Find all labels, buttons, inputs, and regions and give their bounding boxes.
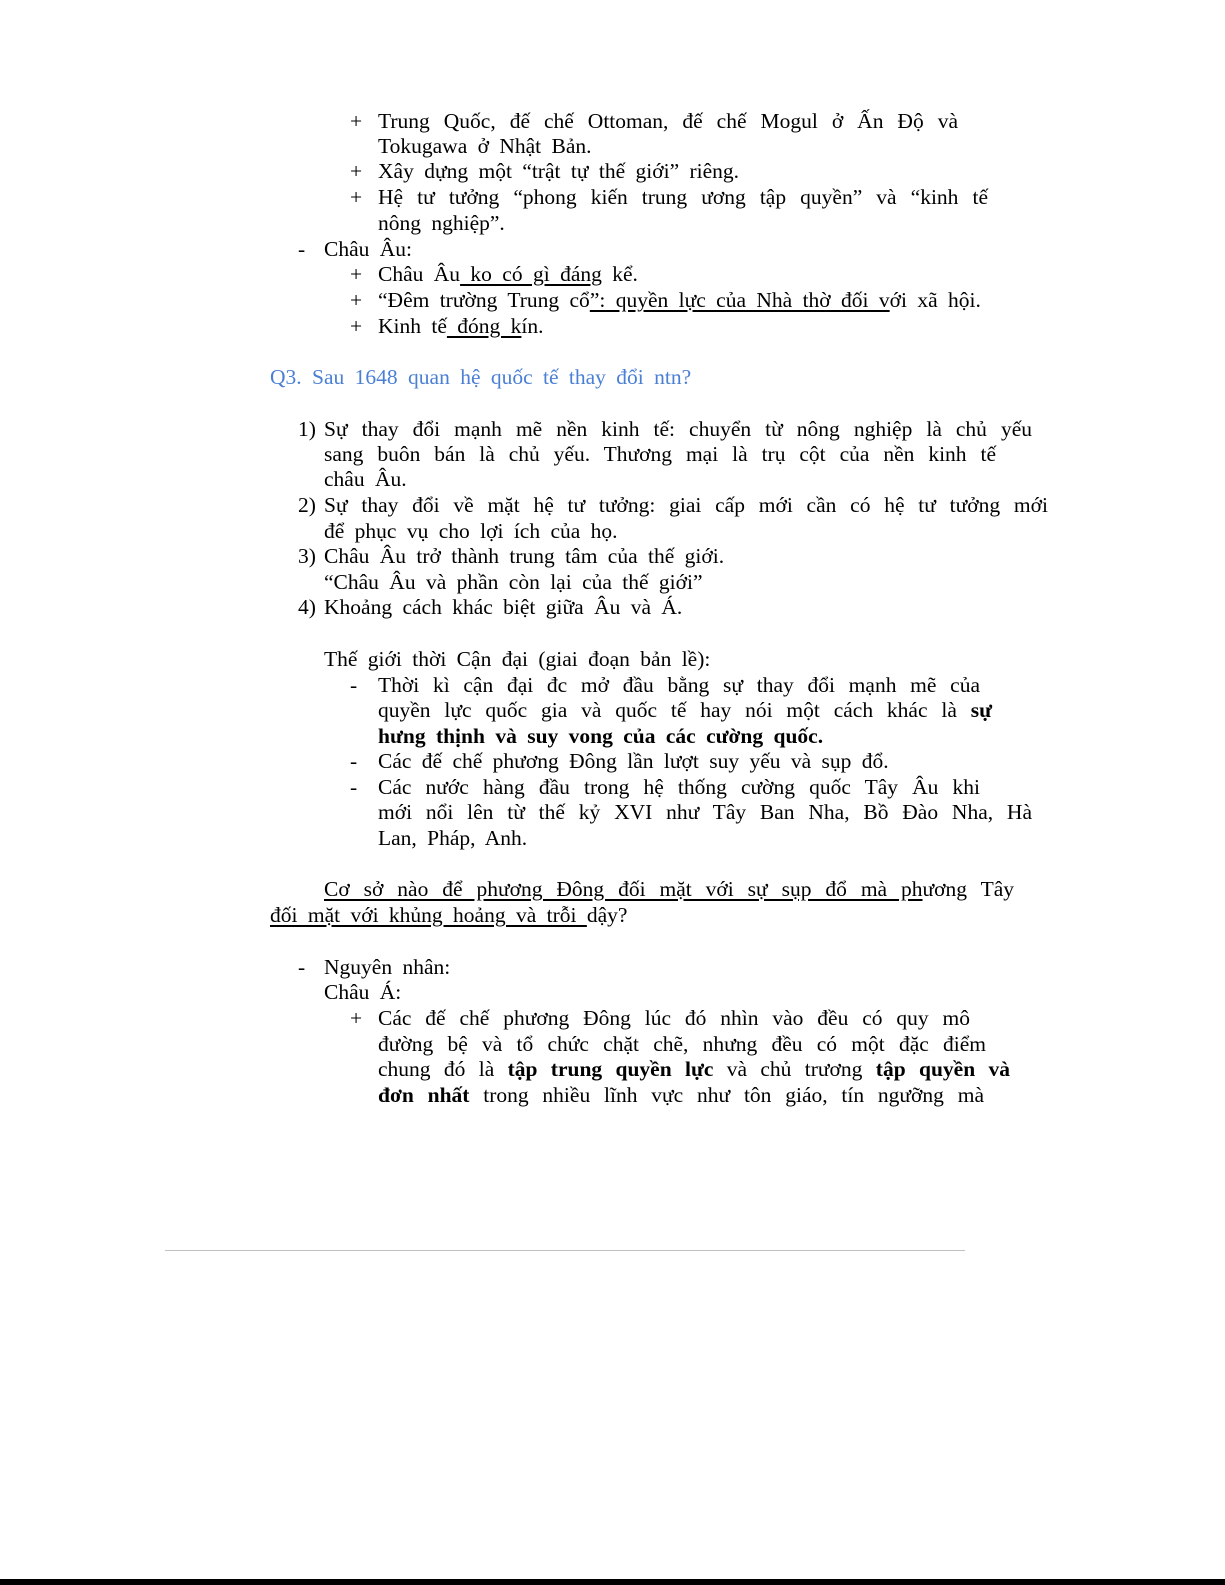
question-line: [270, 902, 627, 928]
plus-marker: +: [350, 288, 363, 312]
list-item: Xây dựng một “trật tự thế giới” riêng.: [378, 159, 740, 183]
europe-label: Châu Âu:: [324, 237, 413, 261]
bold-text: đơn nhất: [378, 1083, 470, 1107]
list-item: [378, 313, 544, 339]
list-item-continuation: [378, 697, 992, 723]
underlined-text: ”: quyền lực của Nhà thờ đối v: [589, 288, 890, 312]
text: Châu Âu: [378, 262, 461, 286]
list-item: Thời kì cận đại đc mở đầu bằng sự thay đổi mạnh mẽ của: [378, 673, 980, 697]
list-item: Hệ tư tưởng “phong kiến trung ương tập quyền” và “kinh tế: [378, 185, 988, 209]
bold-text: hưng thịnh và suy vong của các cường quốc.: [378, 724, 824, 748]
text: ín.: [521, 314, 544, 338]
list-item: [378, 287, 981, 313]
list-item-continuation: mới nổi lên từ thế kỷ XVI như Tây Ban Nha, Bồ Đào Nha, Hà: [378, 800, 1032, 824]
number-marker: 4): [298, 595, 316, 619]
numbered-item-continuation: để phục vụ cho lợi ích của họ.: [324, 519, 618, 543]
list-item-continuation: [378, 1082, 984, 1108]
number-marker: 1): [298, 417, 316, 441]
list-item-continuation: Lan, Pháp, Anh.: [378, 826, 528, 850]
bold-text: sự: [970, 698, 992, 722]
underlined-text: đóng k: [446, 314, 522, 338]
list-item: Các đế chế phương Đông lúc đó nhìn vào đều có quy mô: [378, 1006, 970, 1030]
bold-text: tập quyền và: [875, 1057, 1010, 1081]
text: chung đó là: [378, 1057, 508, 1081]
plus-marker: +: [350, 262, 363, 286]
text: ương Tây: [922, 877, 1014, 901]
list-item-continuation: [378, 1056, 1010, 1082]
text: “Đêm trường Trung cổ: [378, 288, 590, 312]
page-break-divider: [165, 1250, 965, 1251]
text: Kinh tế: [378, 314, 447, 338]
dash-marker: -: [298, 955, 306, 979]
list-item-continuation: Tokugawa ở Nhật Bản.: [378, 134, 592, 158]
plus-marker: +: [350, 185, 363, 209]
list-item: Các nước hàng đầu trong hệ thống cường quốc Tây Âu khi: [378, 775, 980, 799]
dash-marker: -: [350, 673, 358, 697]
asia-label: Châu Á:: [324, 980, 402, 1004]
text: trong nhiều lĩnh vực như tôn giáo, tín ngưỡng mà: [469, 1083, 984, 1107]
list-item-continuation: đường bệ và tổ chức chặt chẽ, nhưng đều có một đặc điểm: [378, 1032, 986, 1056]
numbered-item-continuation: “Châu Âu và phần còn lại của thế giới”: [324, 570, 703, 594]
causes-label: Nguyên nhân:: [324, 955, 451, 979]
text: và chủ trương: [713, 1057, 876, 1081]
plus-marker: +: [350, 1006, 363, 1030]
dash-marker: -: [350, 775, 358, 799]
number-marker: 3): [298, 544, 316, 568]
q3-heading: Q3. Sau 1648 quan hệ quốc tế thay đổi ntn?: [270, 365, 692, 389]
numbered-item-continuation: sang buôn bán là chủ yếu. Thương mại là trụ cột của nền kinh tế: [324, 442, 996, 466]
list-item-continuation: [378, 723, 823, 749]
dash-marker: -: [350, 749, 358, 773]
list-item: [378, 261, 638, 287]
list-item-continuation: nông nghiệp”.: [378, 211, 505, 235]
bottom-edge-bar: [0, 1579, 1225, 1585]
plus-marker: +: [350, 159, 363, 183]
modern-title: Thế giới thời Cận đại (giai đoạn bản lề):: [324, 647, 711, 671]
numbered-item: Khoảng cách khác biệt giữa Âu và Á.: [324, 595, 683, 619]
question-line: [324, 876, 1014, 902]
list-item: Các đế chế phương Đông lần lượt suy yếu và sụp đổ.: [378, 749, 889, 773]
text: dậy?: [586, 903, 628, 927]
dash-marker: -: [298, 237, 306, 261]
text: kể.: [601, 262, 638, 286]
numbered-item: Sự thay đổi mạnh mẽ nền kinh tế: chuyển từ nông nghiệp là chủ yếu: [324, 417, 1032, 441]
underlined-text: ko có gì đáng: [460, 262, 602, 286]
numbered-item-continuation: châu Âu.: [324, 467, 407, 491]
list-item: Trung Quốc, đế chế Ottoman, đế chế Mogul ở Ấn Độ và: [378, 109, 958, 133]
text: quyền lực quốc gia và quốc tế hay nói một cách khác là: [378, 698, 971, 722]
plus-marker: +: [350, 109, 363, 133]
text: ới xã hội.: [889, 288, 981, 312]
numbered-item: Sự thay đổi về mặt hệ tư tưởng: giai cấp mới cần có hệ tư tưởng mới: [324, 493, 1048, 517]
underlined-text: đối mặt với khủng hoảng và trỗi: [270, 903, 587, 927]
bold-text: tập trung quyền lực: [507, 1057, 714, 1081]
number-marker: 2): [298, 493, 316, 517]
plus-marker: +: [350, 314, 363, 338]
underlined-text: Cơ sở nào để phương Đông đối mặt với sự sụp đổ mà ph: [324, 877, 923, 901]
numbered-item: Châu Âu trở thành trung tâm của thế giới.: [324, 544, 725, 568]
